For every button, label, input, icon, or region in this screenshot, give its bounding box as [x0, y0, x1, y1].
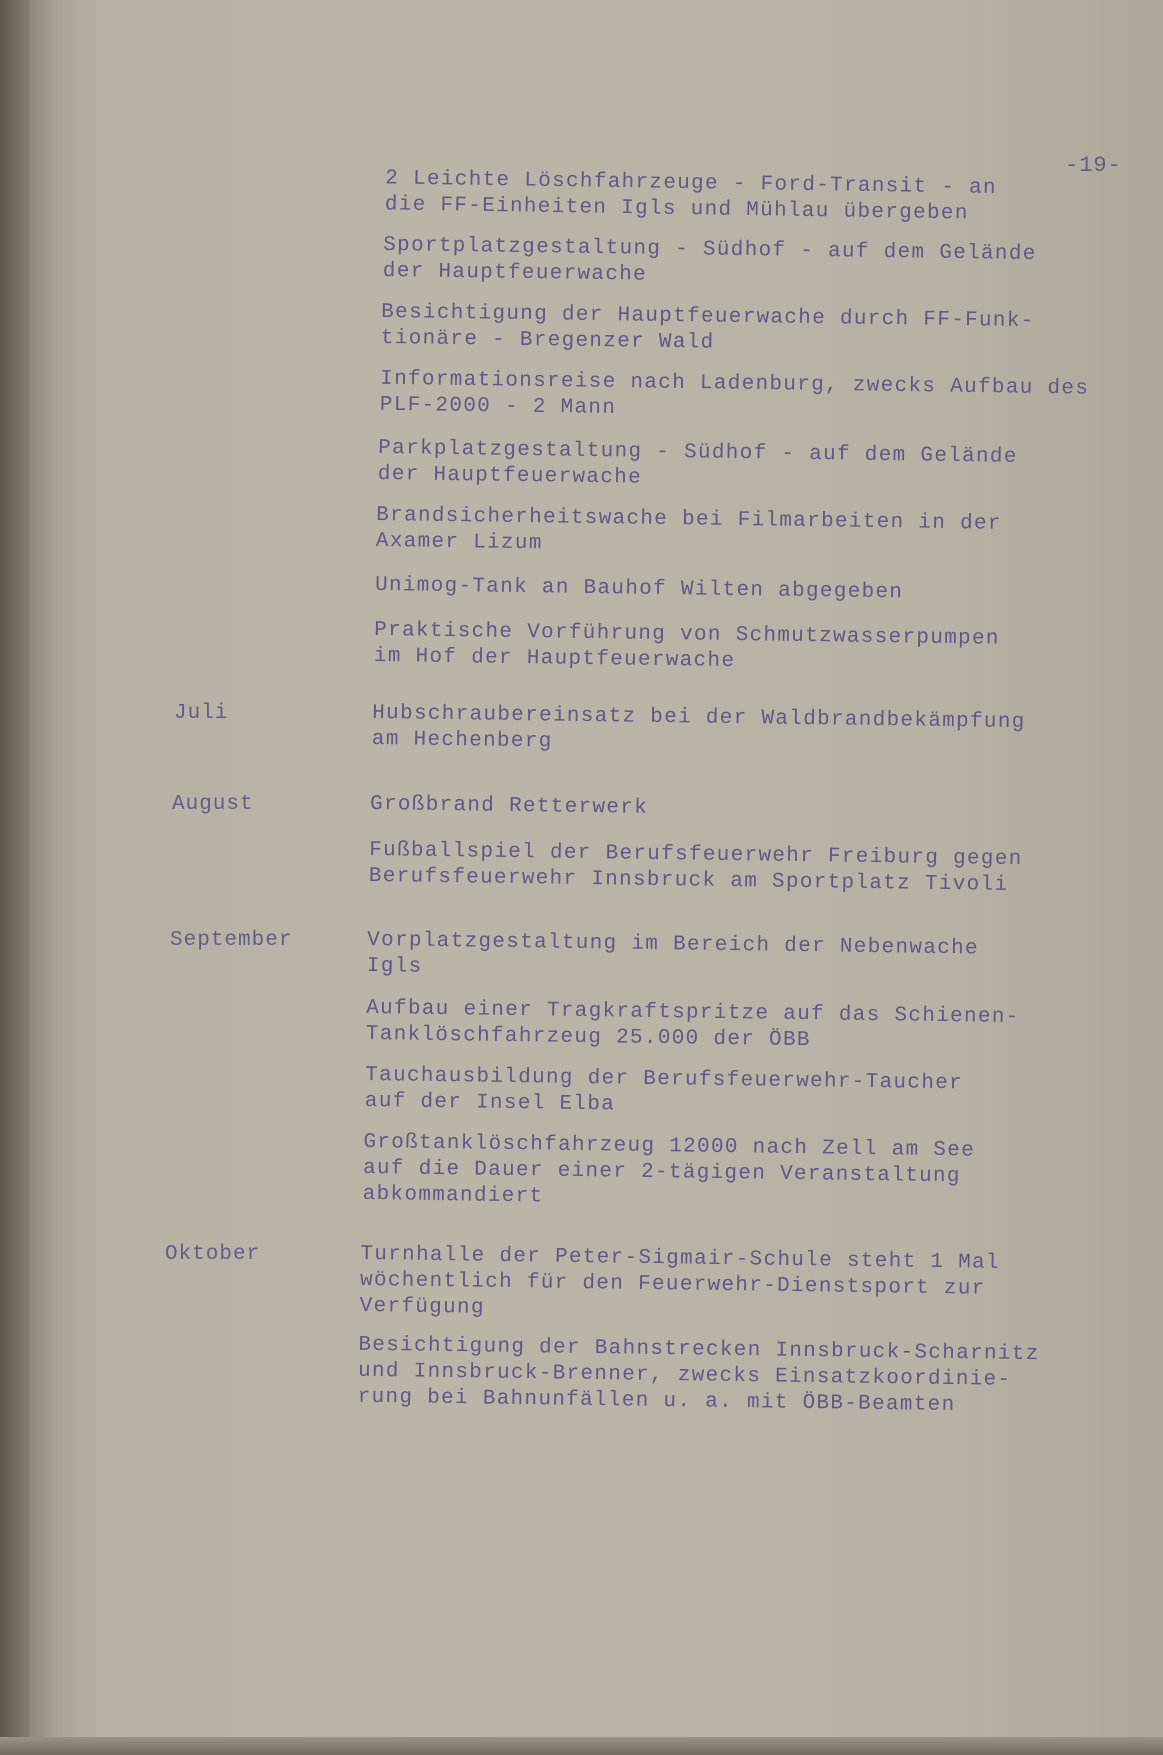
entry-text: Unimog-Tank an Bauhof Wilten abgegeben — [374, 573, 904, 605]
entry-text: Fußballspiel der Berufsfeuerwehr Freiburg gegen Berufsfeuerwehr Innsbruck am Sportplatz Tivoli — [368, 838, 1023, 897]
entry-text: Aufbau einer Tragkraftspritze auf das Schienen- Tanklöschfahrzeug 25.000 der ÖBB — [365, 996, 1020, 1053]
month-label-oktober: Oktober — [165, 1243, 261, 1266]
entry-text: Hubschraubereinsatz bei der Waldbrandbekämpfung am Hechenberg — [371, 701, 1026, 754]
month-label-september: September — [170, 929, 293, 952]
entry-text: Besichtigung der Hauptfeuerwache durch FF-Funk- tionäre - Bregenzer Wald — [380, 300, 1035, 355]
entry-text: Informationsreise nach Ladenburg, zwecks Aufbau des PLF-2000 - 2 Mann — [379, 367, 1090, 420]
book-spine — [0, 0, 30, 1755]
entry-text: Turnhalle der Peter-Sigmair-Schule steht 1 Mal wöchentlich für den Feuerwehr-Dienstsport zur Verfügung — [359, 1242, 1001, 1320]
month-label-juli: Juli — [174, 702, 229, 725]
month-label-august: August — [172, 793, 254, 816]
page-bottom-edge — [0, 1737, 1163, 1755]
entry-text: Brandsicherheitswache bei Filmarbeiten in der Axamer Lizum — [375, 503, 1002, 556]
document-page — [30, 0, 1163, 1755]
entry-text: Praktische Vorführung von Schmutzwasserpumpen im Hof der Hauptfeuerwache — [373, 618, 1000, 674]
entry-text: Vorplatzgestaltung im Bereich der Nebenwache Igls — [366, 928, 980, 979]
entry-text: Sportplatzgestaltung - Südhof - auf dem Gelände der Hauptfeuerwache — [382, 233, 1037, 287]
page-number: -19- — [1065, 153, 1122, 178]
entry-text: Großbrand Retterwerk — [369, 792, 649, 820]
entry-text: Parkplatzgestaltung - Südhof - auf dem Gelände der Hauptfeuerwache — [377, 436, 1018, 490]
entry-text: 2 Leichte Löschfahrzeuge - Ford-Transit - an die FF-Einheiten Igls und Mühlau übergeben — [384, 167, 998, 226]
entry-text: Besichtigung der Bahnstrecken Innsbruck-Scharnitz und Innsbruck-Brenner, zwecks Einsatzkoordinie- rung bei Bahnunfällen u. a. mit ÖBB-Beamten — [357, 1333, 1040, 1418]
entry-text: Großtanklöschfahrzeug 12000 nach Zell am See auf die Dauer einer 2-tägigen Veranstaltung abkommandiert — [362, 1130, 976, 1209]
entry-text: Tauchausbildung der Berufsfeuerwehr-Taucher auf der Insel Elba — [364, 1063, 964, 1117]
